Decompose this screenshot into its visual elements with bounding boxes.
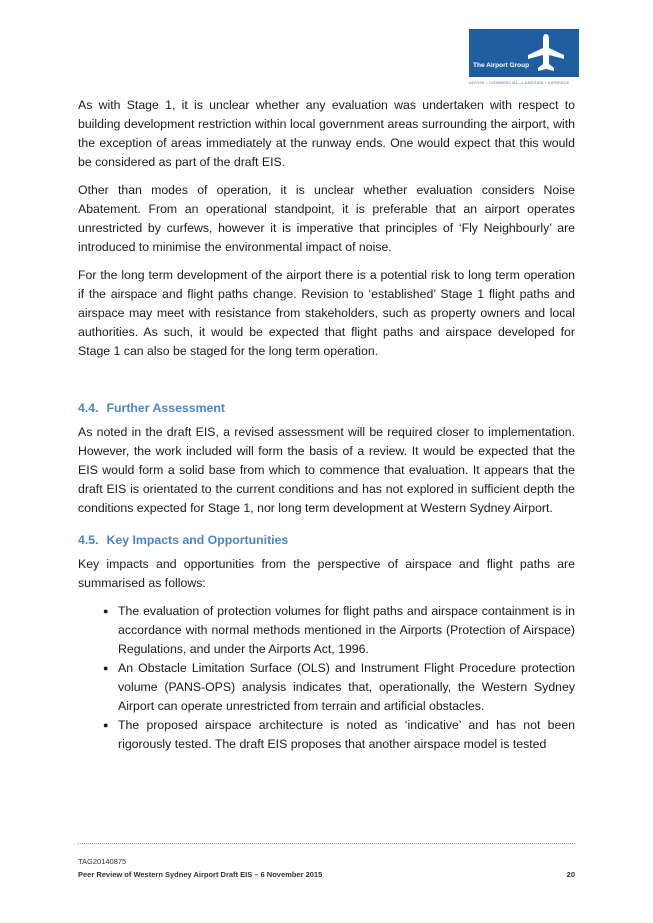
- page-number: 20: [566, 870, 575, 879]
- airplane-icon: [525, 32, 567, 74]
- page-content: [78, 96, 575, 754]
- list-item: ● An Obstacle Limitation Surface (OLS) and Instrument Flight Procedure protection volume (PANS-OPS) analysis indicates that, operationally, the Western Sydney Airport can operate unrestricted from terrain and artificial obstacles.: [103, 661, 575, 713]
- paragraph: For the long term development of the airport there is a potential risk to long term operation if the airspace and flight paths change. Revision to ‘established’ Stage 1 flight paths and airspace may meet with resistance from stakeholders, such as property owners and local authorities. As such, it would be expected that flight paths and airspace developed for Stage 1 can also be staged for the long term operation.: [78, 268, 575, 358]
- section-number: 4.5.: [78, 533, 99, 547]
- paragraph: As with Stage 1, it is unclear whether any evaluation was undertaken with respect to building development restriction within local government areas surrounding the airport, with the exception of areas immediately at the runway ends. One would expect that this would be considered as part of the draft EIS.: [78, 98, 575, 169]
- section-title: Key Impacts and Opportunities: [106, 533, 289, 547]
- paragraph: Key impacts and opportunities from the perspective of airspace and flight paths are summarised as follows:: [78, 557, 575, 590]
- logo-tagline: ADVISE • COMMERCIAL • LANDSIDE • AIRSPACE: [469, 80, 570, 85]
- footer-document-title: Peer Review of Western Sydney Airport Draft EIS – 6 November 2015: [78, 870, 323, 879]
- footer-reference: TAG20140875: [78, 857, 127, 866]
- company-logo: [469, 29, 579, 77]
- section-title: Further Assessment: [106, 401, 225, 415]
- bullet-icon: ●: [103, 720, 109, 730]
- bullet-list: [78, 602, 575, 754]
- section-number: 4.4.: [78, 401, 99, 415]
- footer-divider: [78, 843, 575, 844]
- section-heading-key-impacts: [78, 531, 575, 550]
- list-item: ● The proposed airspace architecture is noted as ‘indicative’ and has not been rigorously tested. The draft EIS proposes that another airspace model is tested: [103, 718, 575, 751]
- paragraph: Other than modes of operation, it is unclear whether evaluation considers Noise Abatement. From an operational standpoint, it is preferable that an airport operates unrestricted by curfews, however it is imperative that principles of ‘Fly Neighbourly’ are introduced to minimise the environmental impact of noise.: [78, 183, 575, 254]
- logo-name: The Airport Group: [473, 62, 530, 69]
- section-heading-further-assessment: [78, 399, 575, 418]
- bullet-icon: ●: [103, 606, 109, 616]
- paragraph: As noted in the draft EIS, a revised assessment will be required closer to implementation. However, the work included will form the basis of a review. It would be expected that the EIS would form a solid base from which to commence that evaluation. It appears that the draft EIS is orientated to the current conditions and has not explored in sufficient depth the conditions expected for Stage 1, nor long term development at Western Sydney Airport.: [78, 425, 575, 515]
- bullet-icon: ●: [103, 663, 109, 673]
- list-item: ● The evaluation of protection volumes for flight paths and airspace containment is in accordance with normal methods mentioned in the Airports (Protection of Airspace) Regulations, and under the Airports Act, 1996.: [103, 604, 575, 656]
